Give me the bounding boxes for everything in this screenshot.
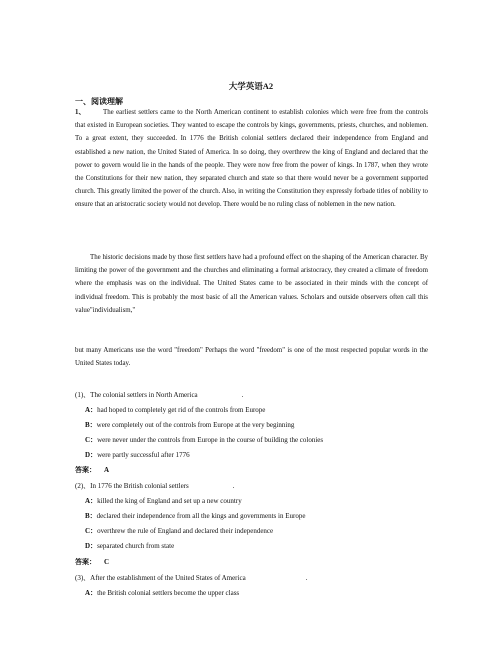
question-2-option-b: B：declared their independence from all the kings and governments in Europe — [85, 512, 306, 520]
question-2-answer: 答案： C — [75, 558, 110, 566]
question-2-option-a: A：killed the king of England and set up a new country — [85, 497, 242, 505]
passage-paragraph-2: The historic decisions made by those first settlers have had a profound effect on the shaping of the American character. By limiting the power of the government and the churches and eliminating a formal aristocracy, they created a climate of freedom where the emphasis was on the individual. The United States came to be associated in their minds with the concept of individual freedom. This is probably the most basic of all the American values. Scholars and outside observers often call this value"individualism," — [75, 254, 428, 314]
question-1-option-a: A：had hoped to completely get rid of the controls from Europe — [85, 406, 266, 414]
question-2-option-d: D：separated church from state — [85, 542, 175, 550]
question-1-option-b: B：were completely out of the controls from Europe at the very beginning — [85, 421, 295, 429]
passage-paragraph-1-text: The earliest settlers came to the North American continent to establish colonies which were free from the controls that existed in European societies. They wanted to escape the controls by kings, governments, priests, churches, and noblemen. To a great extent, they succeeded. In 1776 the British colonial settlers declared their independence from England and established a new nation, the United Stated of America. In so doing, they overthrew the king of England and declared that the power to govern would lie in the hands of the people. They were now free from the power of kings. In 1787, when they wrote the Constitutions for their new nation, they separated church and state so that there would never be a government supported church. This greatly limited the power of the church. Also, in writing the Constitution they expressly forbade titles of nobility to ensure that an aristocratic society would not develop. There would be no ruling class of noblemen in the new nation. — [75, 109, 428, 209]
question-1-option-d: D：were partly successful after 1776 — [85, 451, 190, 459]
question-3-stem: (3)、After the establishment of the United States of America . — [75, 574, 308, 582]
question-1-option-c: C：were never under the controls from Europe in the course of building the colonies — [85, 436, 324, 444]
passage-paragraph-3: but many Americans use the word "freedom" Perhaps the word "freedom" is one of the most respected popular words in the United States today. — [75, 347, 428, 368]
question-2-stem: (2)、In 1776 the British colonial settlers . — [75, 482, 235, 490]
section-heading: 一、阅读理解 — [75, 97, 123, 106]
passage-paragraph-1 — [75, 106, 428, 212]
question-1-stem: (1)、The colonial settlers in North America . — [75, 391, 244, 399]
question-3-option-a: A：the British colonial settlers become the upper class — [85, 589, 240, 597]
passage-number: 1、 — [75, 109, 86, 116]
question-2-option-c: C：overthrew the rule of England and declared their independence — [85, 527, 274, 535]
question-1-answer: 答案： A — [75, 466, 110, 474]
document-title: 大学英语A2 — [228, 81, 274, 91]
